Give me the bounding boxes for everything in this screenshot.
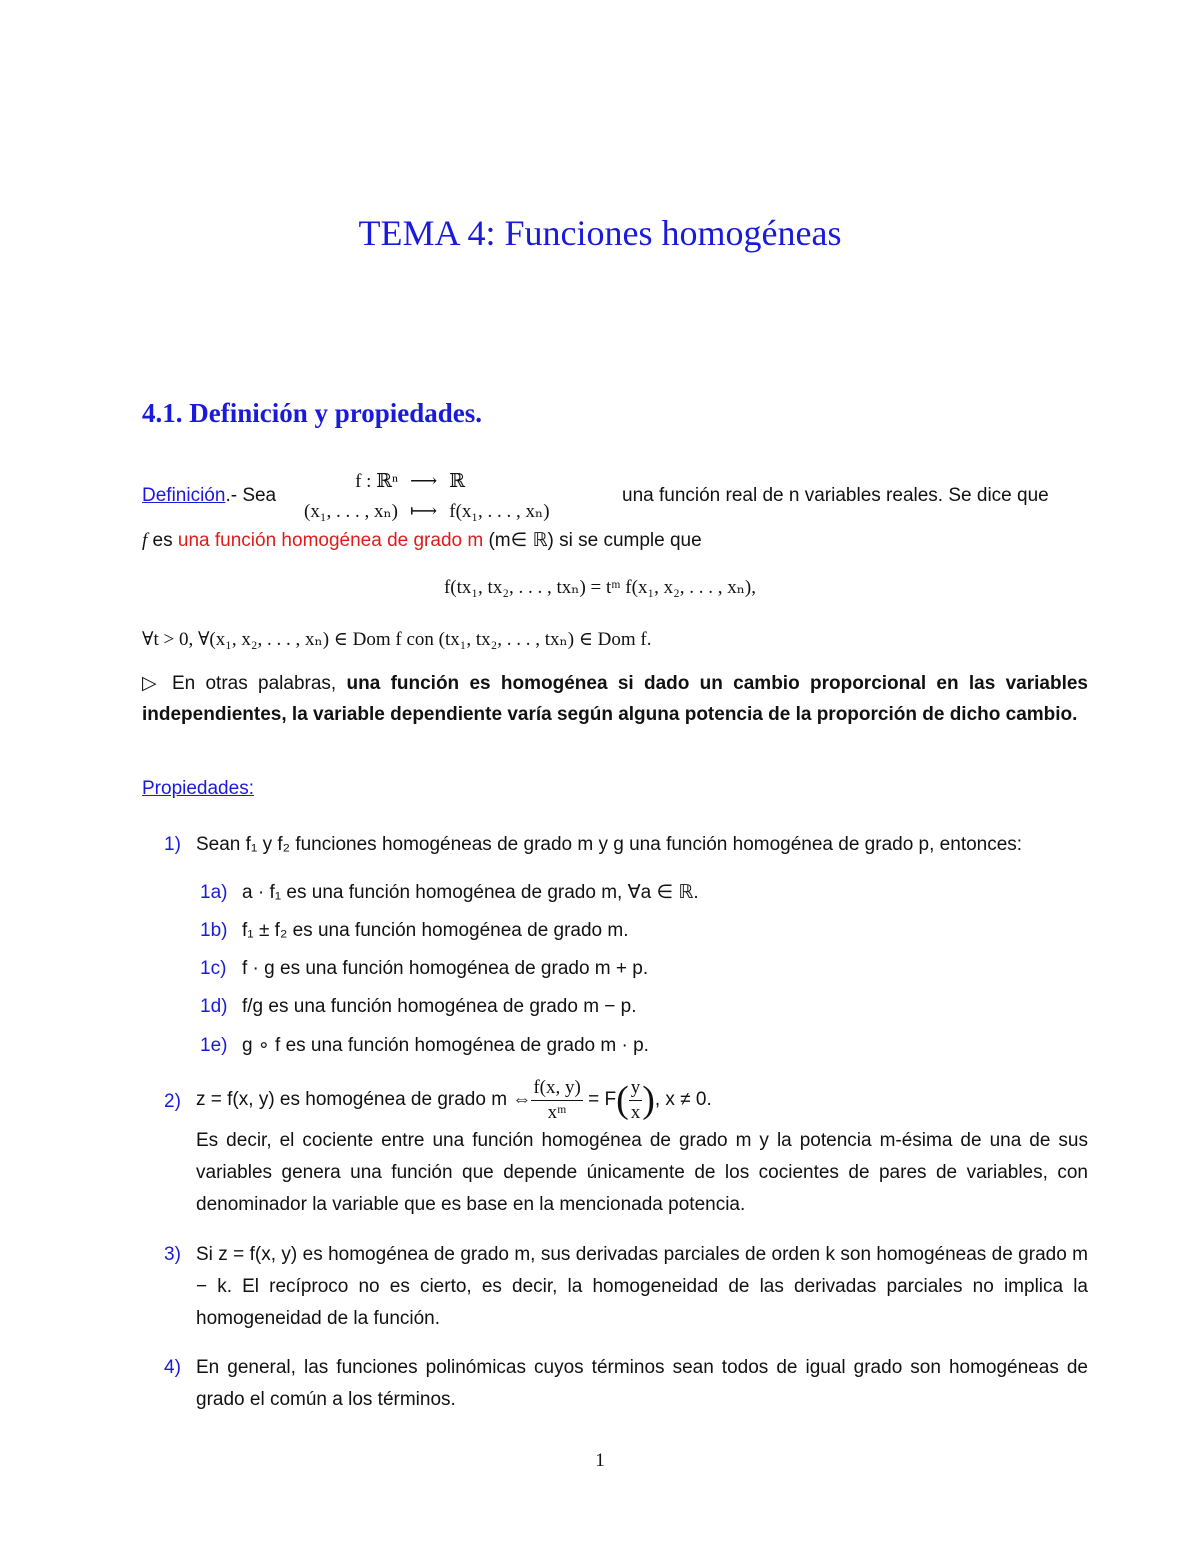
homogeneity-equation: f(tx₁, tx₂, . . . , txₙ) = tᵐ f(x₁, x₂, . . . , xₙ), — [443, 577, 756, 598]
text-condition-intro: (m∈ ℝ) si se cumple que — [483, 530, 702, 551]
remark-paragraph — [142, 668, 1088, 730]
left-paren: ( — [616, 1079, 629, 1121]
formula-lead: z = f(x, y) es homogénea de grado m ⇔ — [196, 1089, 532, 1110]
remark-triangle-icon: ▷ — [142, 673, 162, 694]
property-3-text: Si z = f(x, y) es homogénea de grado m, sus derivadas parciales de orden k son homogéneas de grado m − k. El recíproco no es cierto, es decir, la homogeneidad de las derivadas parciales no implica la homogeneidad de la función. — [196, 1244, 1088, 1329]
property-1-text: Sean f₁ y f₂ funciones homogéneas de grado m y g una función homogénea de grado p, entonces: — [196, 834, 1023, 855]
property-2-formula — [196, 1074, 712, 1126]
fraction-y-over-x — [629, 1076, 643, 1125]
fraction-x: x — [630, 1101, 641, 1123]
sub-text-1b: f₁ ± f₂ es una función homogénea de grado m. — [242, 920, 629, 941]
sub-number-1a: 1a) — [200, 882, 228, 903]
map-arrow: ⟶ — [410, 470, 438, 492]
formula-F: = F — [582, 1089, 617, 1110]
page-title: TEMA 4: Funciones homogéneas — [358, 213, 842, 253]
sub-number-1e: 1e) — [200, 1035, 228, 1056]
remark-intro: En otras palabras, — [161, 673, 347, 694]
map-codomain: ℝ — [449, 470, 466, 492]
sub-number-1d: 1d) — [200, 996, 228, 1017]
fraction-f-over-xm — [531, 1076, 582, 1125]
definition-sea: .- Sea — [225, 485, 277, 506]
map-maps-to: ⟼ — [410, 500, 438, 522]
fraction-denominator: xᵐ — [547, 1101, 567, 1123]
sub-text-1d: f/g es una función homogénea de grado m − p. — [242, 996, 637, 1017]
property-number-1: 1) — [164, 834, 181, 855]
map-argument: (x₁, . . . , xₙ) — [304, 500, 398, 522]
formula-tail: , x ≠ 0. — [654, 1089, 712, 1110]
highlight-homogeneous-definition: una función homogénea de grado m — [177, 530, 484, 551]
map-domain: f : ℝⁿ — [355, 470, 398, 492]
right-paren: ) — [642, 1079, 655, 1121]
sub-number-1b: 1b) — [200, 920, 228, 941]
page-number: 1 — [595, 1450, 605, 1471]
definition-line1-rest: una función real de n variables reales. Se dice que — [622, 485, 1049, 506]
function-mapping — [298, 466, 556, 526]
section-heading: 4.1. Definición y propiedades. — [142, 398, 483, 428]
map-image: f(x₁, . . . , xₙ) — [449, 500, 550, 522]
fraction-y: y — [629, 1076, 643, 1101]
sub-text-1c: f · g es una función homogénea de grado m + p. — [242, 958, 649, 979]
property-number-3: 3) — [164, 1244, 181, 1265]
text-es: es — [147, 530, 178, 551]
definition-line2 — [142, 525, 702, 557]
fraction-numerator: f(x, y) — [531, 1076, 582, 1101]
remark-bold: una función es homogénea si dado un cambio proporcional en las variables independientes, la variable dependiente varía según alguna potencia de la proporción de dicho cambio. — [142, 673, 1088, 725]
sub-number-1c: 1c) — [200, 958, 227, 979]
properties-label: Propiedades: — [142, 778, 254, 799]
domain-condition: ∀t > 0, ∀(x₁, x₂, . . . , xₙ) ∈ Dom f con (tx₁, tx₂, . . . , txₙ) ∈ Dom f. — [142, 629, 652, 650]
sub-text-1e: g ∘ f es una función homogénea de grado m · p. — [242, 1035, 649, 1056]
property-number-2: 2) — [164, 1091, 181, 1112]
property-4-text: En general, las funciones polinómicas cuyos términos sean todos de igual grado son homogéneas de grado el común a los términos. — [196, 1357, 1088, 1410]
property-2-text: Es decir, el cociente entre una función homogénea de grado m y la potencia m-ésima de una de sus variables genera una función que depende únicamente de los cocientes de pares de variables, con denominador la variable que es base en la mencionada potencia. — [196, 1130, 1088, 1215]
symbol-f: f — [142, 530, 148, 551]
sub-text-1a: a · f₁ es una función homogénea de grado m, ∀a ∈ ℝ. — [242, 882, 699, 903]
definition-intro — [142, 480, 276, 512]
definition-label: Definición — [142, 485, 226, 506]
property-number-4: 4) — [164, 1357, 181, 1378]
